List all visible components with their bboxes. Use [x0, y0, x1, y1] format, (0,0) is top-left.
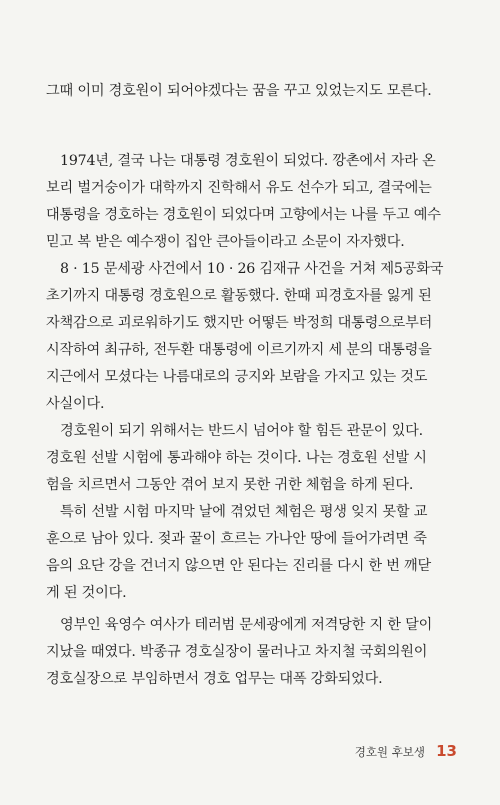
text-line: 훈으로 남아 있다. 젖과 꿀이 흐르는 가나안 땅에 들어가려면 죽 [46, 531, 427, 547]
text-line: 험을 치르면서 그동안 겪어 보지 못한 귀한 체험을 하게 된다. [46, 477, 414, 493]
text-line: 그때 이미 경호원이 되어야겠다는 꿈을 꾸고 있었는지도 모른다. [46, 83, 432, 99]
text-line: 대통령을 경호하는 경호원이 되었다며 고향에서는 나를 두고 예수 [46, 207, 441, 223]
text-line: 지근에서 모셨다는 나름대로의 긍지와 보람을 가지고 있는 것도 [46, 369, 428, 385]
page-footer [355, 740, 457, 762]
text-line: 경호원이 되기 위해서는 반드시 넘어야 할 힘든 관문이 있다. [60, 423, 423, 439]
text-line: 영부인 육영수 여사가 테러범 문세광에게 저격당한 지 한 달이 [60, 617, 433, 633]
text-line: 1974년, 결국 나는 대통령 경호원이 되었다. 깡촌에서 자라 온 [60, 153, 436, 169]
text-line: 경호원 선발 시험에 통과해야 하는 것이다. 나는 경호원 선발 시 [46, 450, 427, 466]
text-line: 보리 벌거숭이가 대학까지 진학해서 유도 선수가 되고, 결국에는 [46, 180, 432, 196]
running-title: 경호원 후보생 [354, 745, 426, 759]
text-line: 사실이다. [46, 396, 105, 412]
text-line: 게 된 것이다. [46, 585, 127, 601]
text-line: 특히 선발 시험 마지막 날에 겪었던 체험은 평생 잊지 못할 교 [60, 504, 428, 520]
page-number: 13 [436, 742, 457, 760]
text-line: 음의 요단 강을 건너지 않으면 안 된다는 진리를 다시 한 번 깨닫 [46, 558, 432, 574]
text-line: 지났을 때였다. 박종규 경호실장이 물러나고 차지철 국회의원이 [46, 644, 428, 660]
text-line: 경호실장으로 부임하면서 경호 업무는 대폭 강화되었다. [46, 671, 383, 687]
text-line: 8 · 15 문세광 사건에서 10 · 26 김재규 사건을 거쳐 제5공화국 [60, 261, 444, 277]
text-line: 초기까지 대통령 경호원으로 활동했다. 한때 피경호자를 잃게 된 [46, 288, 432, 304]
text-line: 시작하여 최규하, 전두환 대통령에 이르기까지 세 분의 대통령을 [46, 342, 432, 358]
text-line: 믿고 복 받은 예수쟁이 집안 큰아들이라고 소문이 자자했다. [46, 234, 405, 250]
text-line: 자책감으로 괴로워하기도 했지만 어떻든 박정희 대통령으로부터 [46, 315, 433, 331]
